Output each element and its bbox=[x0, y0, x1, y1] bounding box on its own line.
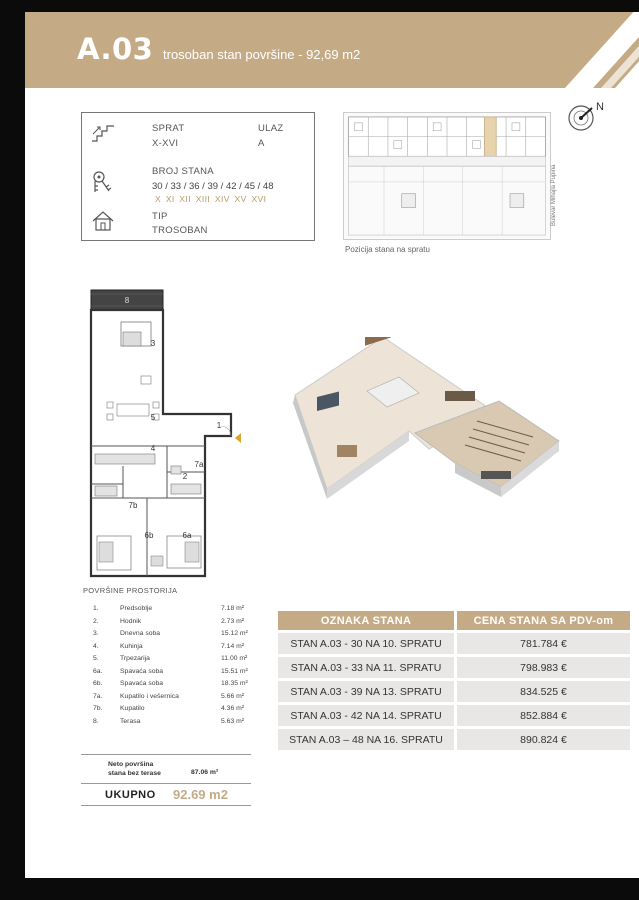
highlighted-unit bbox=[484, 117, 496, 156]
area-value: 4.36 m² bbox=[221, 705, 245, 712]
plan-room-label: 4 bbox=[150, 444, 156, 453]
area-room: Spavaća soba bbox=[120, 680, 164, 687]
area-row bbox=[93, 693, 263, 706]
divider bbox=[81, 754, 251, 755]
plan-room-label: 5 bbox=[150, 413, 156, 422]
apartment-sheet bbox=[25, 12, 639, 878]
plan-room-label: 1 bbox=[216, 421, 222, 430]
unit-number-label: BROJ STANA bbox=[152, 166, 214, 177]
area-room: Spavaća soba bbox=[120, 667, 164, 675]
area-row bbox=[93, 680, 263, 693]
divider bbox=[81, 805, 251, 806]
price-col-unit: OZNAKA STANA bbox=[278, 611, 457, 630]
keys-icon bbox=[91, 169, 115, 195]
price-table-header bbox=[278, 611, 630, 630]
plan-room-label: 7b bbox=[128, 501, 138, 510]
floor-plan bbox=[87, 286, 243, 582]
area-row bbox=[93, 630, 263, 643]
price-row bbox=[278, 705, 630, 726]
apartment-code: A.03 bbox=[77, 32, 154, 66]
area-list bbox=[93, 605, 263, 730]
price-table bbox=[278, 608, 630, 753]
price-row-unit: STAN A.03 - 39 NA 13. SPRATU bbox=[278, 681, 457, 702]
apartment-subtitle: trosoban stan površine - 92,69 m2 bbox=[163, 47, 361, 62]
area-value: 18.35 m² bbox=[221, 680, 248, 687]
area-row bbox=[93, 718, 263, 731]
house-icon bbox=[91, 210, 115, 232]
area-number: 6b. bbox=[93, 680, 103, 687]
area-number: 2. bbox=[93, 617, 99, 625]
area-value: 5.66 m² bbox=[221, 692, 245, 700]
plan-room-label: 3 bbox=[150, 339, 156, 348]
info-box bbox=[81, 112, 315, 241]
divider bbox=[81, 783, 251, 784]
area-row bbox=[93, 705, 263, 718]
price-row-unit: STAN A.03 - 33 NA 11. SPRATU bbox=[278, 657, 457, 678]
areas-title: POVRŠINE PROSTORIJA bbox=[83, 586, 178, 595]
unit-floors: X XI XII XIII XIV XV XVI bbox=[155, 194, 267, 204]
area-value: 7.14 m² bbox=[221, 642, 245, 650]
stairs-icon bbox=[90, 123, 116, 143]
type-label: TIP bbox=[152, 211, 168, 222]
price-row-value: 834.525 € bbox=[457, 681, 630, 702]
area-number: 5. bbox=[93, 655, 99, 662]
north-label: N bbox=[596, 101, 604, 113]
area-room: Kuhinja bbox=[120, 642, 143, 650]
price-row-value: 798.983 € bbox=[457, 657, 630, 678]
area-number: 4. bbox=[93, 642, 99, 650]
area-room: Terasa bbox=[120, 717, 141, 725]
price-row-value: 781.784 € bbox=[457, 633, 630, 654]
area-number: 1. bbox=[93, 605, 99, 612]
area-value: 15.12 m² bbox=[221, 630, 248, 637]
map-caption: Pozicija stana na spratu bbox=[345, 245, 430, 254]
net-area-value: 87.06 m² bbox=[191, 769, 219, 776]
area-row bbox=[93, 605, 263, 618]
price-row bbox=[278, 729, 630, 750]
area-row bbox=[93, 668, 263, 681]
entrance-label: ULAZ bbox=[258, 123, 284, 134]
area-value: 15.51 m² bbox=[221, 667, 248, 675]
area-room: Predsoblje bbox=[120, 605, 153, 612]
entrance-marker bbox=[235, 433, 241, 443]
price-row-value: 890.824 € bbox=[457, 729, 630, 750]
price-col-price: CENA STANA SA PDV-om bbox=[457, 611, 630, 630]
price-row bbox=[278, 657, 630, 678]
price-row-unit: STAN A.03 - 30 NA 10. SPRATU bbox=[278, 633, 457, 654]
net-area-label-line: Neto površina bbox=[108, 761, 154, 768]
area-room: Kupatilo i vešernica bbox=[120, 692, 179, 700]
area-number: 7a. bbox=[93, 692, 103, 700]
area-row bbox=[93, 655, 263, 668]
total-label: UKUPNO bbox=[105, 789, 156, 801]
plan-room-label: 2 bbox=[182, 472, 188, 481]
price-row bbox=[278, 633, 630, 654]
area-room: Kupatilo bbox=[120, 705, 145, 712]
area-value: 5.63 m² bbox=[221, 717, 245, 725]
plan-room-label: 8 bbox=[124, 296, 130, 305]
price-row-unit: STAN A.03 – 48 NA 16. SPRATU bbox=[278, 729, 457, 750]
plan-room-label: 6b bbox=[144, 531, 154, 540]
isometric-render bbox=[269, 337, 591, 519]
plan-room-label: 6a bbox=[182, 531, 192, 540]
total-value: 92.69 m2 bbox=[173, 787, 228, 802]
unit-numbers: 30 / 33 / 36 / 39 / 42 / 45 / 48 bbox=[152, 181, 274, 192]
area-value: 11.00 m² bbox=[221, 655, 248, 662]
plan-room-label: 7a bbox=[194, 460, 204, 469]
area-number: 8. bbox=[93, 717, 99, 725]
floor-value: X-XVI bbox=[152, 138, 179, 149]
area-room: Dnevna soba bbox=[120, 630, 161, 637]
type-value: TROSOBAN bbox=[152, 225, 208, 236]
price-row-unit: STAN A.03 - 42 NA 14. SPRATU bbox=[278, 705, 457, 726]
entrance-value: A bbox=[258, 138, 265, 149]
area-room: Hodnik bbox=[120, 617, 142, 625]
floor-label: SPRAT bbox=[152, 123, 185, 134]
area-number: 3. bbox=[93, 630, 99, 637]
area-value: 7.18 m² bbox=[221, 605, 245, 612]
net-area-label bbox=[108, 760, 161, 778]
area-room: Trpezarija bbox=[120, 655, 150, 662]
price-row-value: 852.884 € bbox=[457, 705, 630, 726]
price-row bbox=[278, 681, 630, 702]
area-number: 7b. bbox=[93, 705, 103, 712]
area-row bbox=[93, 643, 263, 656]
compass-icon bbox=[566, 98, 606, 138]
header-band bbox=[25, 12, 639, 88]
area-number: 6a. bbox=[93, 667, 103, 675]
area-value: 2.73 m² bbox=[221, 617, 245, 625]
area-row bbox=[93, 618, 263, 631]
street-name: Bulevar Mihajla Pupina bbox=[551, 164, 557, 226]
floor-position-map bbox=[343, 112, 551, 240]
net-area-label-line: stana bez terase bbox=[108, 770, 161, 777]
